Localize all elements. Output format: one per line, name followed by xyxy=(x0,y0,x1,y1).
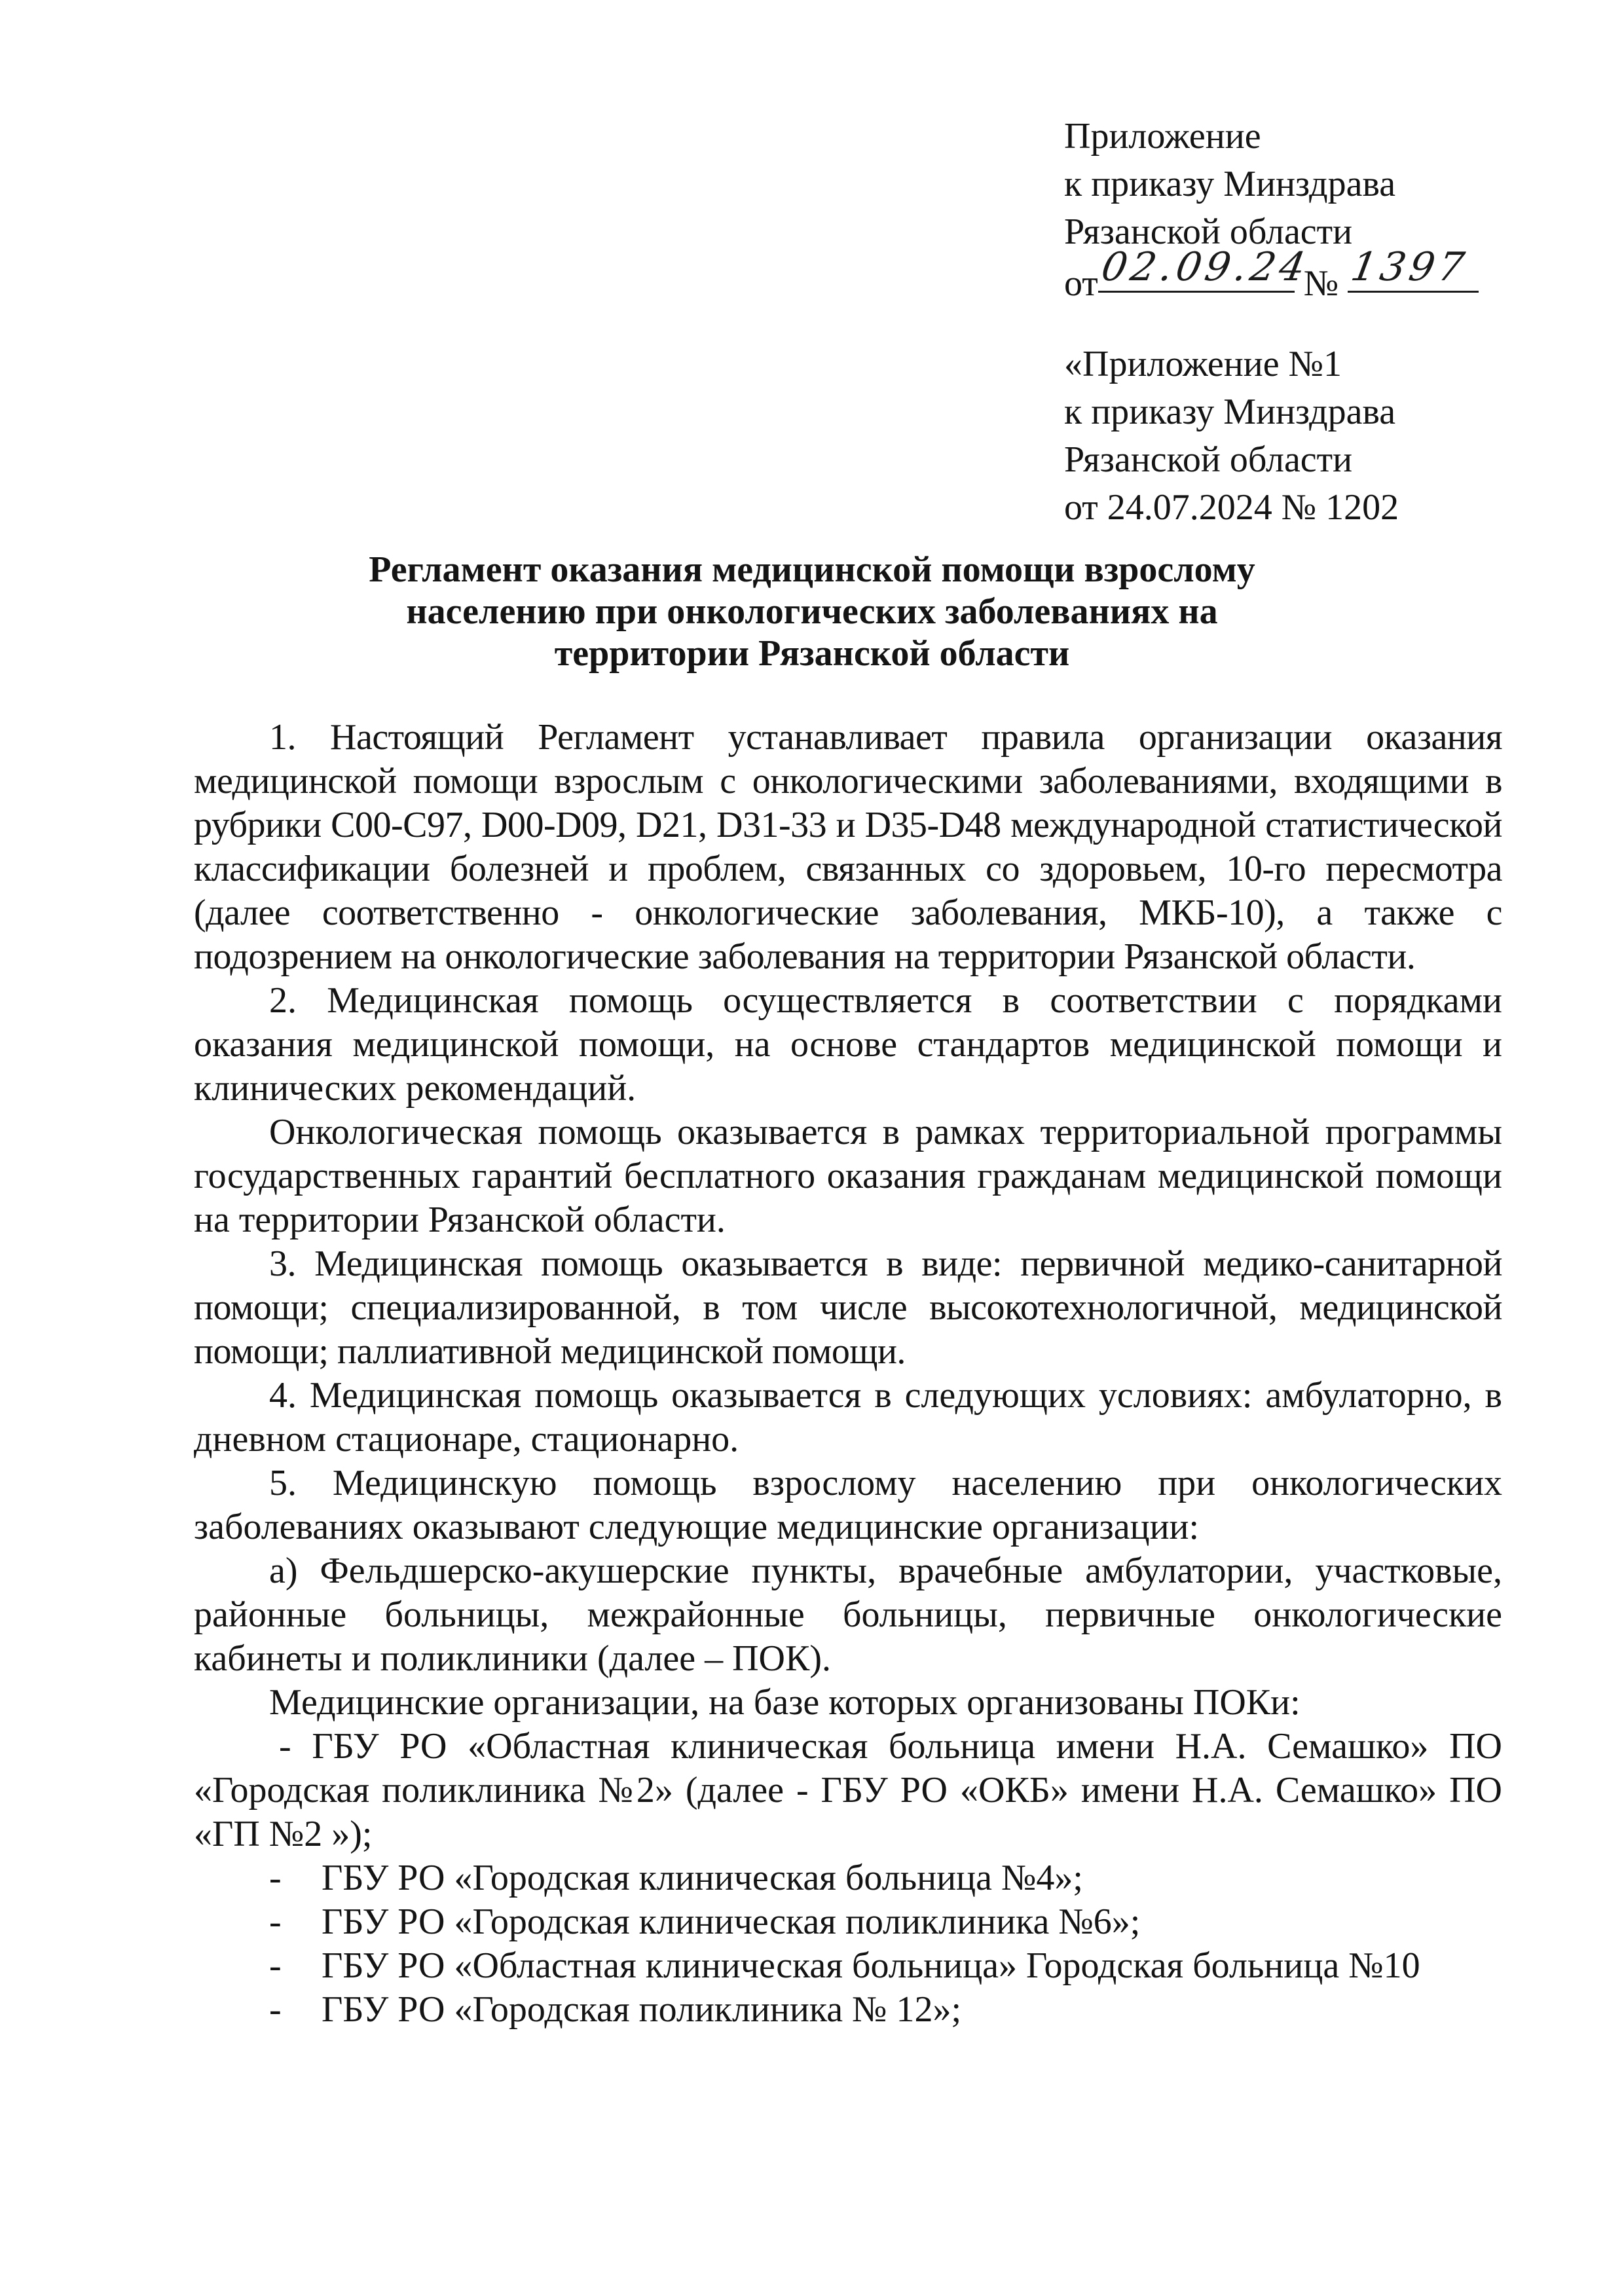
underline xyxy=(1098,291,1295,293)
list-item xyxy=(194,1856,1502,1900)
document-body xyxy=(194,716,1502,2032)
appendix-date-line xyxy=(1064,244,1479,308)
appendix-line: от 24.07.2024 № 1202 xyxy=(1064,487,1399,528)
list-item-first: - ГБУ РО «Областная клиническая больница имени Н.А. Семашко» ПО «Городская поликлиника №2» (далее - ГБУ РО «ОКБ» имени Н.А. Семашко» ПО «ГП №2 »); xyxy=(194,1726,1502,1854)
list-marker: - xyxy=(269,1945,282,1986)
paragraph-4: 4. Медицинская помощь оказывается в следующих условиях: амбулаторно, в дневном стационаре, стационарно. xyxy=(194,1375,1502,1460)
list-item xyxy=(194,1988,1502,2032)
list-marker: - xyxy=(269,1858,282,1898)
handwritten-number: 1397 xyxy=(1348,244,1472,290)
paragraph-oncology-program: Онкологическая помощь оказывается в рамках территориальной программы государственных гарантий бесплатного оказания гражданам медицинской помощи на территории Рязанской области. xyxy=(194,1112,1502,1240)
appendix-line: Рязанской области xyxy=(1064,439,1353,480)
document-title xyxy=(157,549,1467,674)
list-item-text: ГБУ РО «Городская клиническая больница №4»; xyxy=(322,1858,1083,1898)
handwritten-number-field xyxy=(1348,244,1479,295)
appendix-line: Рязанской области xyxy=(1064,211,1353,252)
title-line: Регламент оказания медицинской помощи взрослому xyxy=(369,549,1255,590)
handwritten-date: 02.09.24 xyxy=(1098,244,1313,290)
title-line: населению при онкологических заболеваниях на xyxy=(406,591,1218,632)
list-item-text: ГБУ РО «Городская поликлиника № 12»; xyxy=(322,1989,962,2030)
date-prefix: от xyxy=(1064,263,1098,304)
paragraph-5a: а) Фельдшерско-акушерские пункты, врачебные амбулатории, участковые, районные больницы, межрайонные больницы, первичные онкологические кабинеты и поликлиники (далее – ПОК). xyxy=(194,1551,1502,1679)
list-item xyxy=(194,1900,1502,1944)
handwritten-date-field xyxy=(1098,244,1313,295)
appendix-line: к приказу Минздрава xyxy=(1064,164,1396,204)
appendix-line: к приказу Минздрава xyxy=(1064,392,1396,432)
list-item xyxy=(194,1944,1502,1988)
number-prefix: № xyxy=(1303,263,1339,304)
list-item-text: ГБУ РО «Городская клиническая поликлиника №6»; xyxy=(322,1901,1141,1942)
appendix-line: Приложение xyxy=(1064,116,1261,156)
underline xyxy=(1348,291,1479,293)
original-appendix-header xyxy=(1064,340,1399,532)
appendix-line: «Приложение №1 xyxy=(1064,344,1342,384)
paragraph-3: 3. Медицинская помощь оказывается в виде: первичной медико-санитарной помощи; специализированной, в том числе высокотехнологичной, медицинской помощи; паллиативной медицинской помощи. xyxy=(194,1243,1502,1372)
paragraph-1: 1. Настоящий Регламент устанавливает правила организации оказания медицинской помощи взрослым с онкологическими заболеваниями, входящими в рубрики C00-C97, D00-D09, D21, D31-33 и D35-D48 международной статистической классификации болезней и проблем, связанных со здоровьем, 10-го пересмотра (далее соответственно - онкологические заболевания, МКБ-10), а также с подозрением на онкологические заболевания на территории Рязанской области. xyxy=(194,717,1502,977)
paragraph-5: 5. Медицинскую помощь взрослому населению при онкологических заболеваниях оказывают следующие медицинские организации: xyxy=(194,1463,1502,1547)
title-line: территории Рязанской области xyxy=(554,633,1070,674)
paragraph-2: 2. Медицинская помощь осуществляется в соответствии с порядками оказания медицинской помощи, на основе стандартов медицинской помощи и клинических рекомендаций. xyxy=(194,980,1502,1109)
list-marker: - xyxy=(269,1901,282,1942)
list-marker: - xyxy=(269,1989,282,2030)
appendix-header xyxy=(1064,113,1479,308)
list-item-text: ГБУ РО «Областная клиническая больница» Городская больница №10 xyxy=(322,1945,1420,1986)
paragraph-pok-intro: Медицинские организации, на базе которых организованы ПОКи: xyxy=(269,1682,1301,1723)
